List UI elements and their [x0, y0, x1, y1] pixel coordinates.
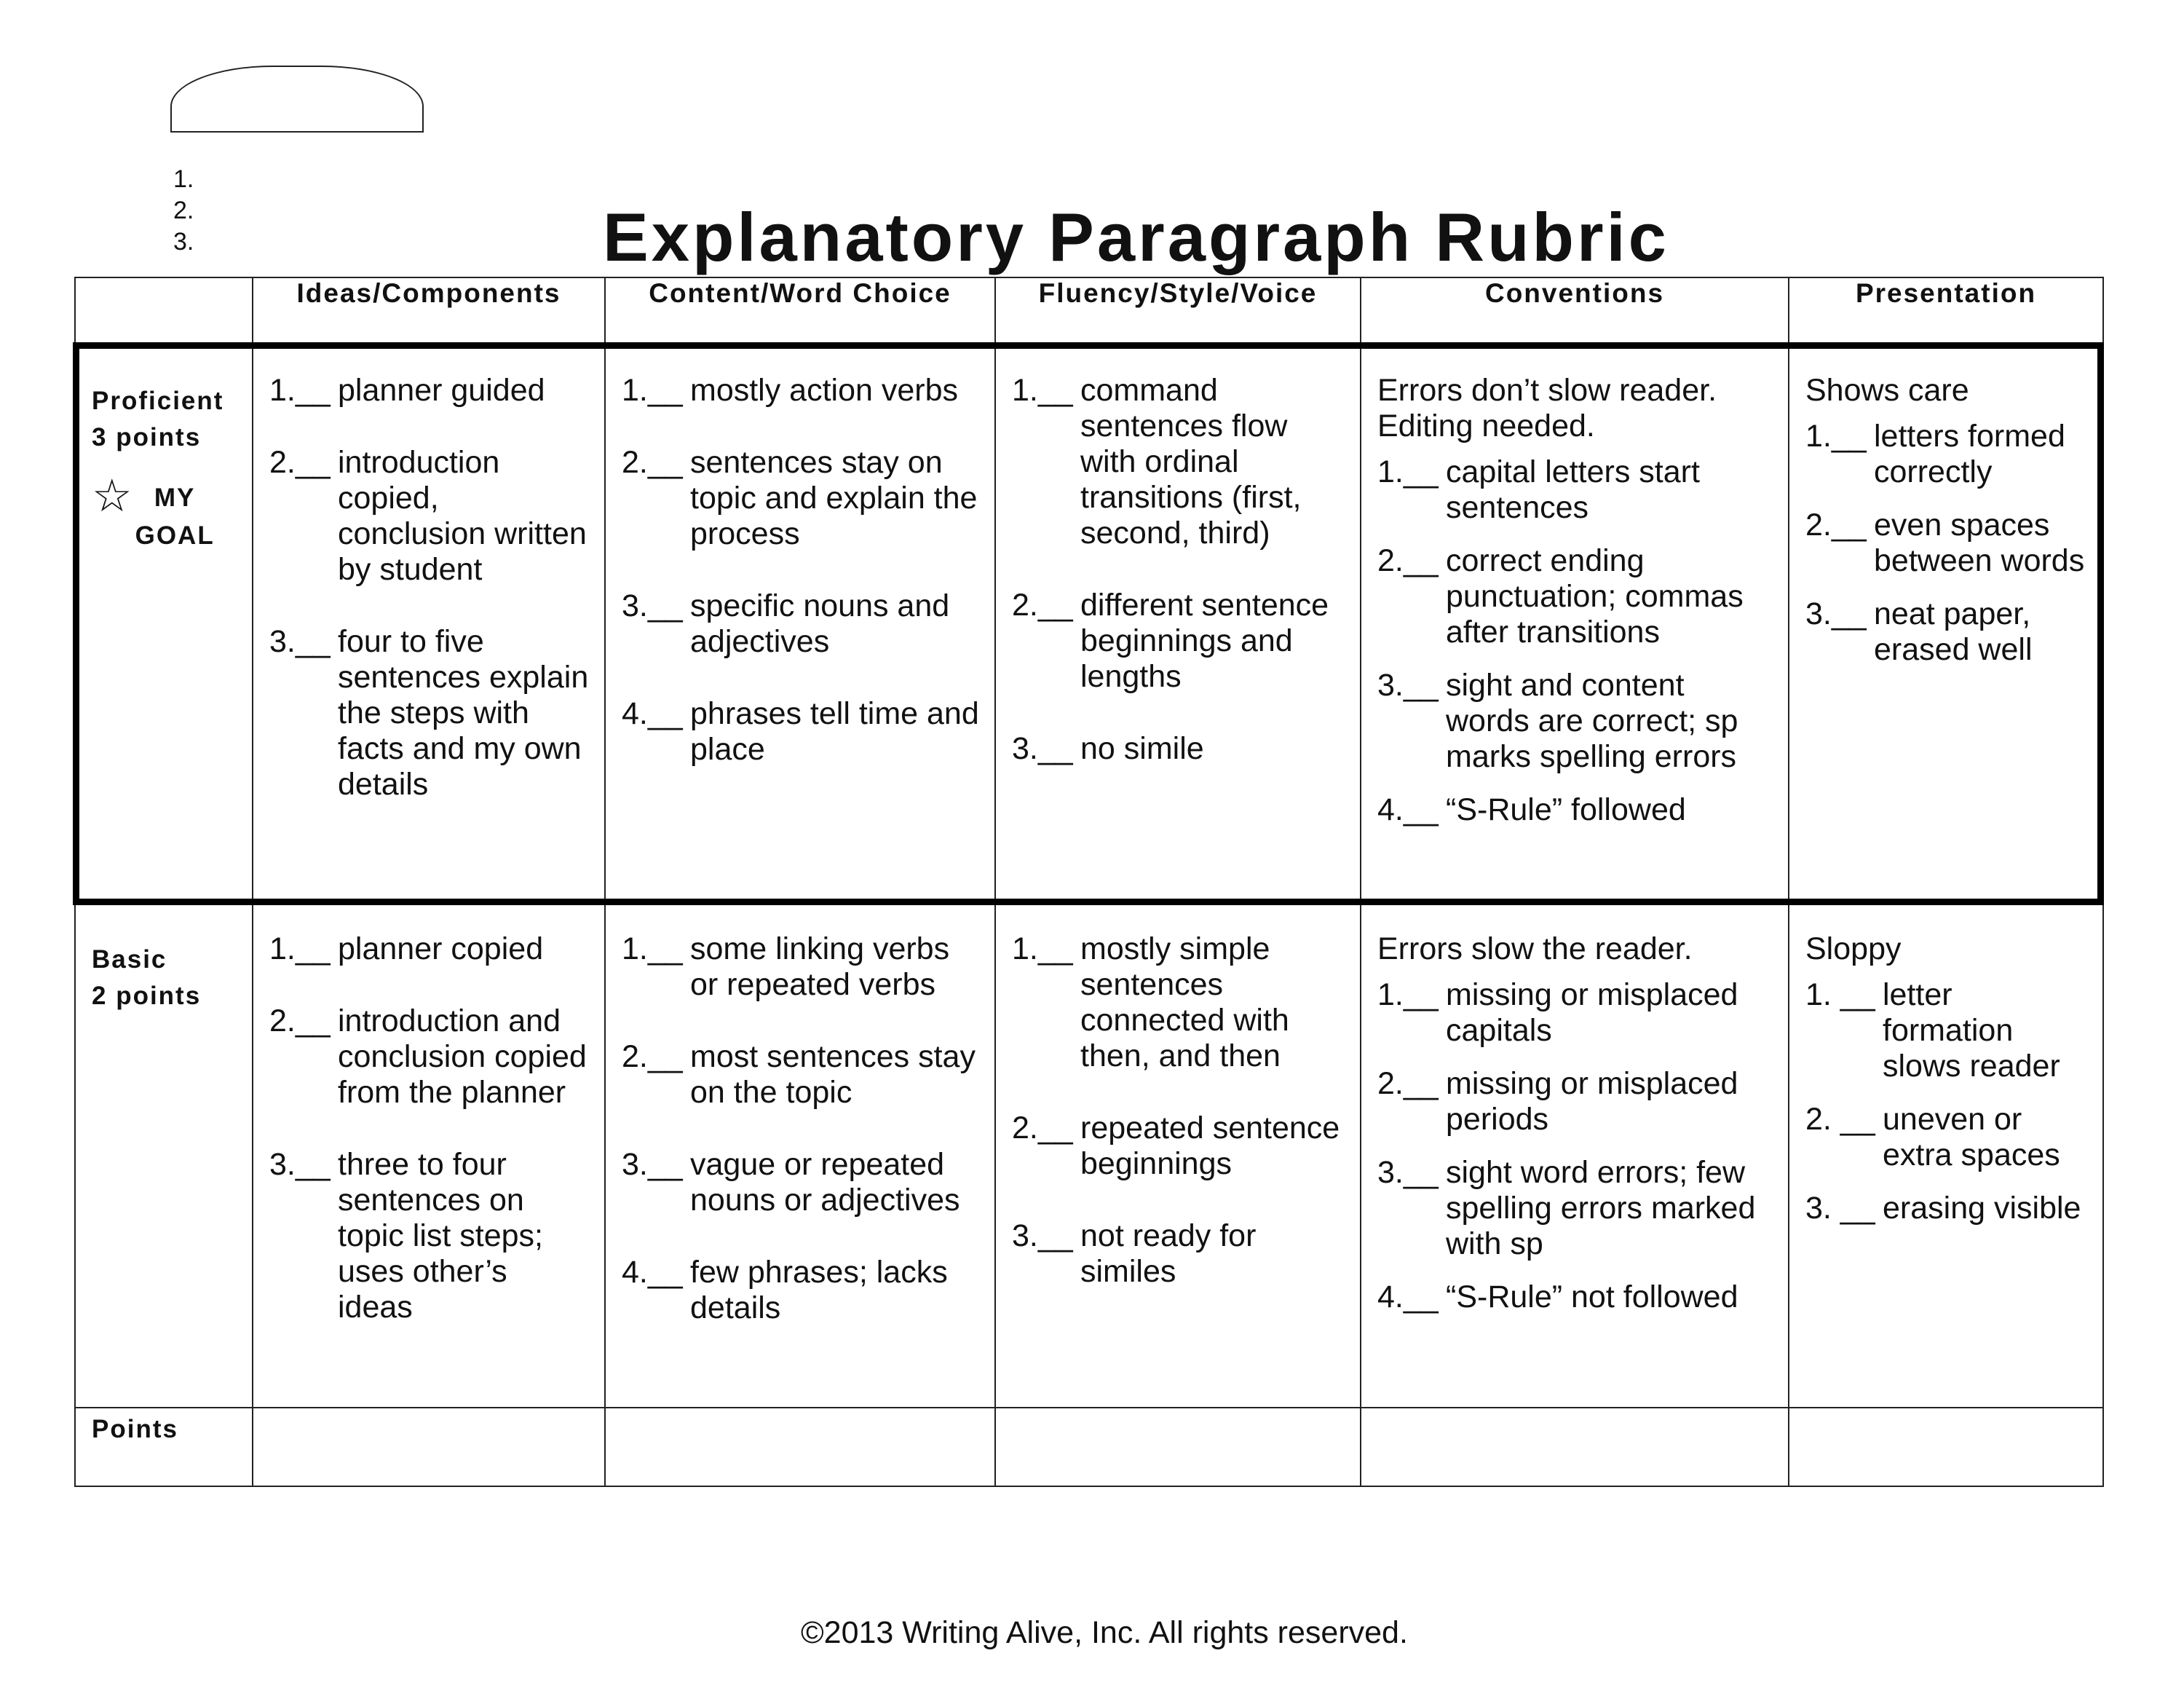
proficient-label-line1: Proficient: [92, 387, 224, 416]
rubric-table: [74, 277, 2104, 1487]
criterion-number[interactable]: 1.__: [1012, 373, 1073, 409]
criterion-text: neat paper, erased well: [1874, 596, 2033, 668]
cell-intro: Shows care: [1805, 373, 1969, 409]
criterion-text: mostly simple sentences connected with then, and then: [1080, 931, 1289, 1074]
proficient-row: [75, 344, 2103, 903]
col-conventions: Conventions: [1361, 277, 1789, 344]
criterion-item: [269, 624, 590, 802]
criterion-item: [1805, 977, 2088, 1084]
criterion-number[interactable]: 1. __: [1805, 977, 1875, 1013]
basic-ideas-cell: [253, 904, 604, 1325]
criterion-text: three to four sentences on topic list steps; uses other’s ideas: [338, 1147, 543, 1325]
criterion-number[interactable]: 3.__: [269, 624, 331, 660]
criterion-number[interactable]: 1.__: [1012, 931, 1073, 967]
criterion-item: [1805, 596, 2088, 668]
goal-list: [173, 164, 194, 258]
criterion-number[interactable]: 1.__: [269, 373, 331, 409]
goal-tab-shape: [170, 66, 424, 133]
criterion-text: letters formed correctly: [1874, 419, 2065, 490]
criterion-item: [1805, 419, 2088, 490]
points-presentation-cell[interactable]: [1789, 1408, 2103, 1486]
proficient-conventions-cell: [1361, 345, 1788, 828]
criterion-text: “S-Rule” not followed: [1446, 1279, 1738, 1315]
criterion-text: repeated sentence beginnings: [1080, 1111, 1340, 1182]
criterion-number[interactable]: 1.__: [1377, 977, 1439, 1013]
criterion-number[interactable]: 2.__: [622, 445, 683, 481]
criterion-item: [1012, 931, 1345, 1074]
criterion-number[interactable]: 2.__: [1012, 1111, 1073, 1146]
star-icon: ☆: [92, 471, 134, 522]
criterion-text: few phrases; lacks details: [690, 1255, 948, 1326]
criterion-number[interactable]: 2.__: [269, 1003, 331, 1039]
criterion-item: [622, 373, 980, 409]
criterion-item: [1377, 668, 1773, 775]
basic-label: [75, 903, 253, 1408]
criterion-text: mostly action verbs: [690, 373, 959, 409]
criterion-number[interactable]: 3.__: [1377, 668, 1439, 703]
criterion-number[interactable]: 1.__: [622, 931, 683, 967]
criterion-text: even spaces between words: [1874, 508, 2085, 579]
goal-label-line1: MY: [154, 484, 196, 513]
copyright-footer: ©2013 Writing Alive, Inc. All rights reserved.: [801, 1615, 1408, 1650]
basic-presentation-cell: [1789, 904, 2102, 1226]
criterion-number[interactable]: 4.__: [1377, 1279, 1439, 1315]
criterion-number[interactable]: 1.__: [1377, 454, 1439, 490]
goal-label-line2: GOAL: [135, 521, 215, 551]
criterion-item: [269, 373, 590, 409]
criterion-number[interactable]: 3.__: [1805, 596, 1867, 632]
criterion-text: “S-Rule” followed: [1446, 792, 1686, 828]
proficient-fluency-cell: [996, 345, 1360, 767]
criterion-text: planner guided: [338, 373, 545, 409]
goal-line-3: 3.: [173, 228, 194, 256]
criterion-text: four to five sentences explain the steps with facts and my own details: [338, 624, 589, 802]
criterion-text: command sentences flow with ordinal transitions (first, second, third): [1080, 373, 1302, 551]
basic-fluency-cell: [996, 904, 1360, 1290]
criterion-number[interactable]: 3.__: [622, 588, 683, 624]
criterion-number[interactable]: 3. __: [1805, 1191, 1875, 1226]
criterion-text: introduction and conclusion copied from the planner: [338, 1003, 587, 1111]
points-label: Points: [75, 1408, 253, 1486]
criterion-text: introduction copied, conclusion written by student: [338, 445, 587, 588]
criterion-item: [1012, 731, 1345, 767]
criterion-text: sight word errors; few spelling errors marked with sp: [1446, 1155, 1756, 1262]
criterion-text: not ready for similes: [1080, 1218, 1257, 1290]
criterion-number[interactable]: 2.__: [1012, 588, 1073, 623]
basic-label-line2: 2 points: [92, 982, 202, 1011]
criterion-text: planner copied: [338, 931, 544, 967]
criterion-number[interactable]: 3.__: [1012, 1218, 1073, 1254]
criterion-item: [1805, 1102, 2088, 1173]
criterion-item: [1805, 1191, 2088, 1226]
proficient-presentation-cell: [1789, 345, 2102, 668]
criterion-text: most sentences stay on the topic: [690, 1039, 976, 1111]
criterion-item: [622, 696, 980, 768]
criterion-item: [1012, 588, 1345, 695]
header-row: [75, 277, 2103, 344]
criterion-item: [1377, 1279, 1773, 1315]
criterion-text: no simile: [1080, 731, 1204, 767]
cell-intro: Errors slow the reader.: [1377, 931, 1693, 967]
criterion-item: [1377, 1066, 1773, 1137]
goal-line-2: 2.: [173, 197, 194, 224]
criterion-item: [622, 1255, 980, 1326]
criterion-number[interactable]: 1.__: [622, 373, 683, 409]
criterion-text: correct ending punctuation; commas after transitions: [1446, 543, 1744, 650]
goal-line-1: 1.: [173, 165, 194, 193]
criterion-number[interactable]: 2.__: [622, 1039, 683, 1075]
criterion-number[interactable]: 3.__: [269, 1147, 331, 1183]
col-content: Content/Word Choice: [605, 277, 995, 344]
criterion-item: [622, 445, 980, 552]
criterion-item: [269, 931, 590, 967]
criterion-number[interactable]: 2.__: [269, 445, 331, 481]
criterion-number[interactable]: 3.__: [622, 1147, 683, 1183]
criterion-text: different sentence beginnings and lengths: [1080, 588, 1329, 695]
page-title: Explanatory Paragraph Rubric: [603, 199, 1669, 275]
criterion-text: specific nouns and adjectives: [690, 588, 950, 660]
corner-cell: [75, 277, 253, 344]
criterion-item: [269, 445, 590, 588]
points-fluency-cell[interactable]: [995, 1408, 1361, 1486]
criterion-item: [1377, 1155, 1773, 1262]
criterion-number[interactable]: 4.__: [622, 1255, 683, 1290]
points-content-cell[interactable]: [605, 1408, 995, 1486]
basic-content-cell: [606, 904, 994, 1326]
criterion-text: some linking verbs or repeated verbs: [690, 931, 950, 1003]
criterion-text: missing or misplaced periods: [1446, 1066, 1738, 1137]
criterion-text: phrases tell time and place: [690, 696, 979, 768]
criterion-text: missing or misplaced capitals: [1446, 977, 1738, 1049]
criterion-item: [1377, 977, 1773, 1049]
proficient-label-line2: 3 points: [92, 423, 202, 452]
criterion-number[interactable]: 3.__: [1012, 731, 1073, 767]
criterion-text: letter formation slows reader: [1883, 977, 2060, 1084]
basic-label-line1: Basic: [92, 945, 167, 974]
col-presentation: Presentation: [1789, 277, 2103, 344]
criterion-text: sight and content words are correct; sp marks spelling errors: [1446, 668, 1738, 775]
criterion-item: [1377, 792, 1773, 828]
criterion-number[interactable]: 2. __: [1805, 1102, 1875, 1137]
cell-intro: Errors don’t slow reader. Editing needed.: [1377, 373, 1717, 444]
criterion-number[interactable]: 2.__: [1377, 543, 1439, 579]
criterion-item: [1805, 508, 2088, 579]
my-goal: [92, 471, 252, 555]
criterion-item: [1012, 1111, 1345, 1182]
criterion-item: [1012, 373, 1345, 551]
criterion-text: uneven or extra spaces: [1883, 1102, 2060, 1173]
criterion-text: sentences stay on topic and explain the process: [690, 445, 978, 552]
criterion-item: [1377, 454, 1773, 526]
criterion-item: [622, 931, 980, 1003]
criterion-number[interactable]: 1.__: [1805, 419, 1867, 454]
criterion-item: [622, 588, 980, 660]
proficient-label: [75, 344, 253, 903]
criterion-item: [269, 1147, 590, 1325]
criterion-item: [1012, 1218, 1345, 1290]
criterion-item: [622, 1147, 980, 1218]
criterion-item: [269, 1003, 590, 1111]
criterion-number[interactable]: 4.__: [622, 696, 683, 732]
criterion-text: capital letters start sentences: [1446, 454, 1700, 526]
criterion-item: [1377, 543, 1773, 650]
criterion-number[interactable]: 1.__: [269, 931, 331, 967]
col-fluency: Fluency/Style/Voice: [995, 277, 1361, 344]
basic-conventions-cell: [1361, 904, 1788, 1315]
col-ideas: Ideas/Components: [253, 277, 605, 344]
criterion-item: [622, 1039, 980, 1111]
points-row: [75, 1408, 2103, 1486]
criterion-number[interactable]: 2.__: [1805, 508, 1867, 543]
proficient-content-cell: [606, 345, 994, 768]
criterion-text: vague or repeated nouns or adjectives: [690, 1147, 960, 1218]
basic-row: [75, 903, 2103, 1408]
points-conventions-cell[interactable]: [1361, 1408, 1789, 1486]
criterion-number[interactable]: 3.__: [1377, 1155, 1439, 1191]
points-ideas-cell[interactable]: [253, 1408, 605, 1486]
criterion-number[interactable]: 2.__: [1377, 1066, 1439, 1102]
cell-intro: Sloppy: [1805, 931, 1902, 967]
proficient-ideas-cell: [253, 345, 604, 802]
criterion-text: erasing visible: [1883, 1191, 2081, 1226]
criterion-number[interactable]: 4.__: [1377, 792, 1439, 828]
